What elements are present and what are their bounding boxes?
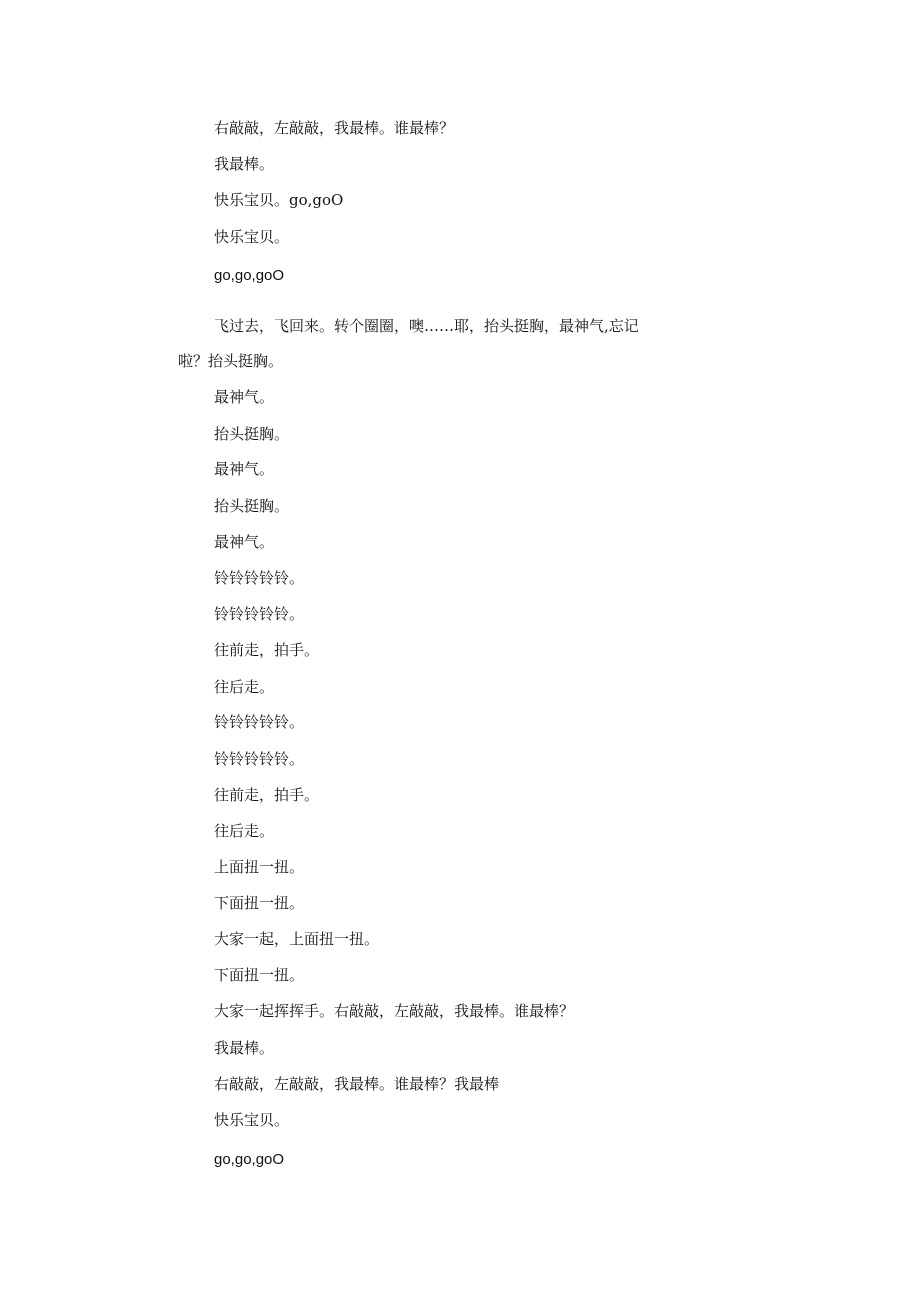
text-line: 抬头挺胸。 <box>214 497 290 515</box>
text-line: 铃铃铃铃铃。 <box>214 713 305 731</box>
text-line: 快乐宝贝。 <box>214 228 290 246</box>
text-line: go,go,goO <box>214 267 285 284</box>
text-line: 下面扭一扭。 <box>214 894 305 912</box>
text-line: 下面扭一扭。 <box>214 966 305 984</box>
text-line: 我最棒。 <box>214 1039 275 1057</box>
text-line: 最神气。 <box>214 460 275 478</box>
text-line: 往前走，拍手。 <box>214 641 320 659</box>
text-line: 最神气。 <box>214 388 275 406</box>
text-line: 右敲敲，左敲敲，我最棒。谁最棒？ <box>214 119 455 137</box>
text-line: 往后走。 <box>214 678 275 696</box>
text-line: 最神气。 <box>214 533 275 551</box>
paragraph-line-continued: 啦？抬头挺胸。 <box>178 352 284 370</box>
paragraph-line: 飞过去，飞回来。转个圈圈，噢……耶，抬头挺胸，最神气,忘记 <box>214 317 639 335</box>
text-line: 往前走，拍手。 <box>214 786 320 804</box>
text-line: 快乐宝贝。 <box>214 1111 290 1129</box>
text-line: 上面扭一扭。 <box>214 858 305 876</box>
text-line: 抬头挺胸。 <box>214 425 290 443</box>
text-line: 往后走。 <box>214 822 275 840</box>
text-line: go,go,goO <box>214 1151 285 1168</box>
text-line: 我最棒。 <box>214 155 275 173</box>
text-line: 大家一起挥挥手。右敲敲，左敲敲，我最棒。谁最棒？ <box>214 1002 575 1020</box>
text-line: 铃铃铃铃铃。 <box>214 750 305 768</box>
text-line: 铃铃铃铃铃。 <box>214 569 305 587</box>
text-line: 大家一起，上面扭一扭。 <box>214 930 380 948</box>
text-line: 快乐宝贝。go,goO <box>214 191 344 209</box>
text-line: 右敲敲，左敲敲，我最棒。谁最棒？我最棒 <box>214 1075 500 1093</box>
text-line: 铃铃铃铃铃。 <box>214 605 305 623</box>
